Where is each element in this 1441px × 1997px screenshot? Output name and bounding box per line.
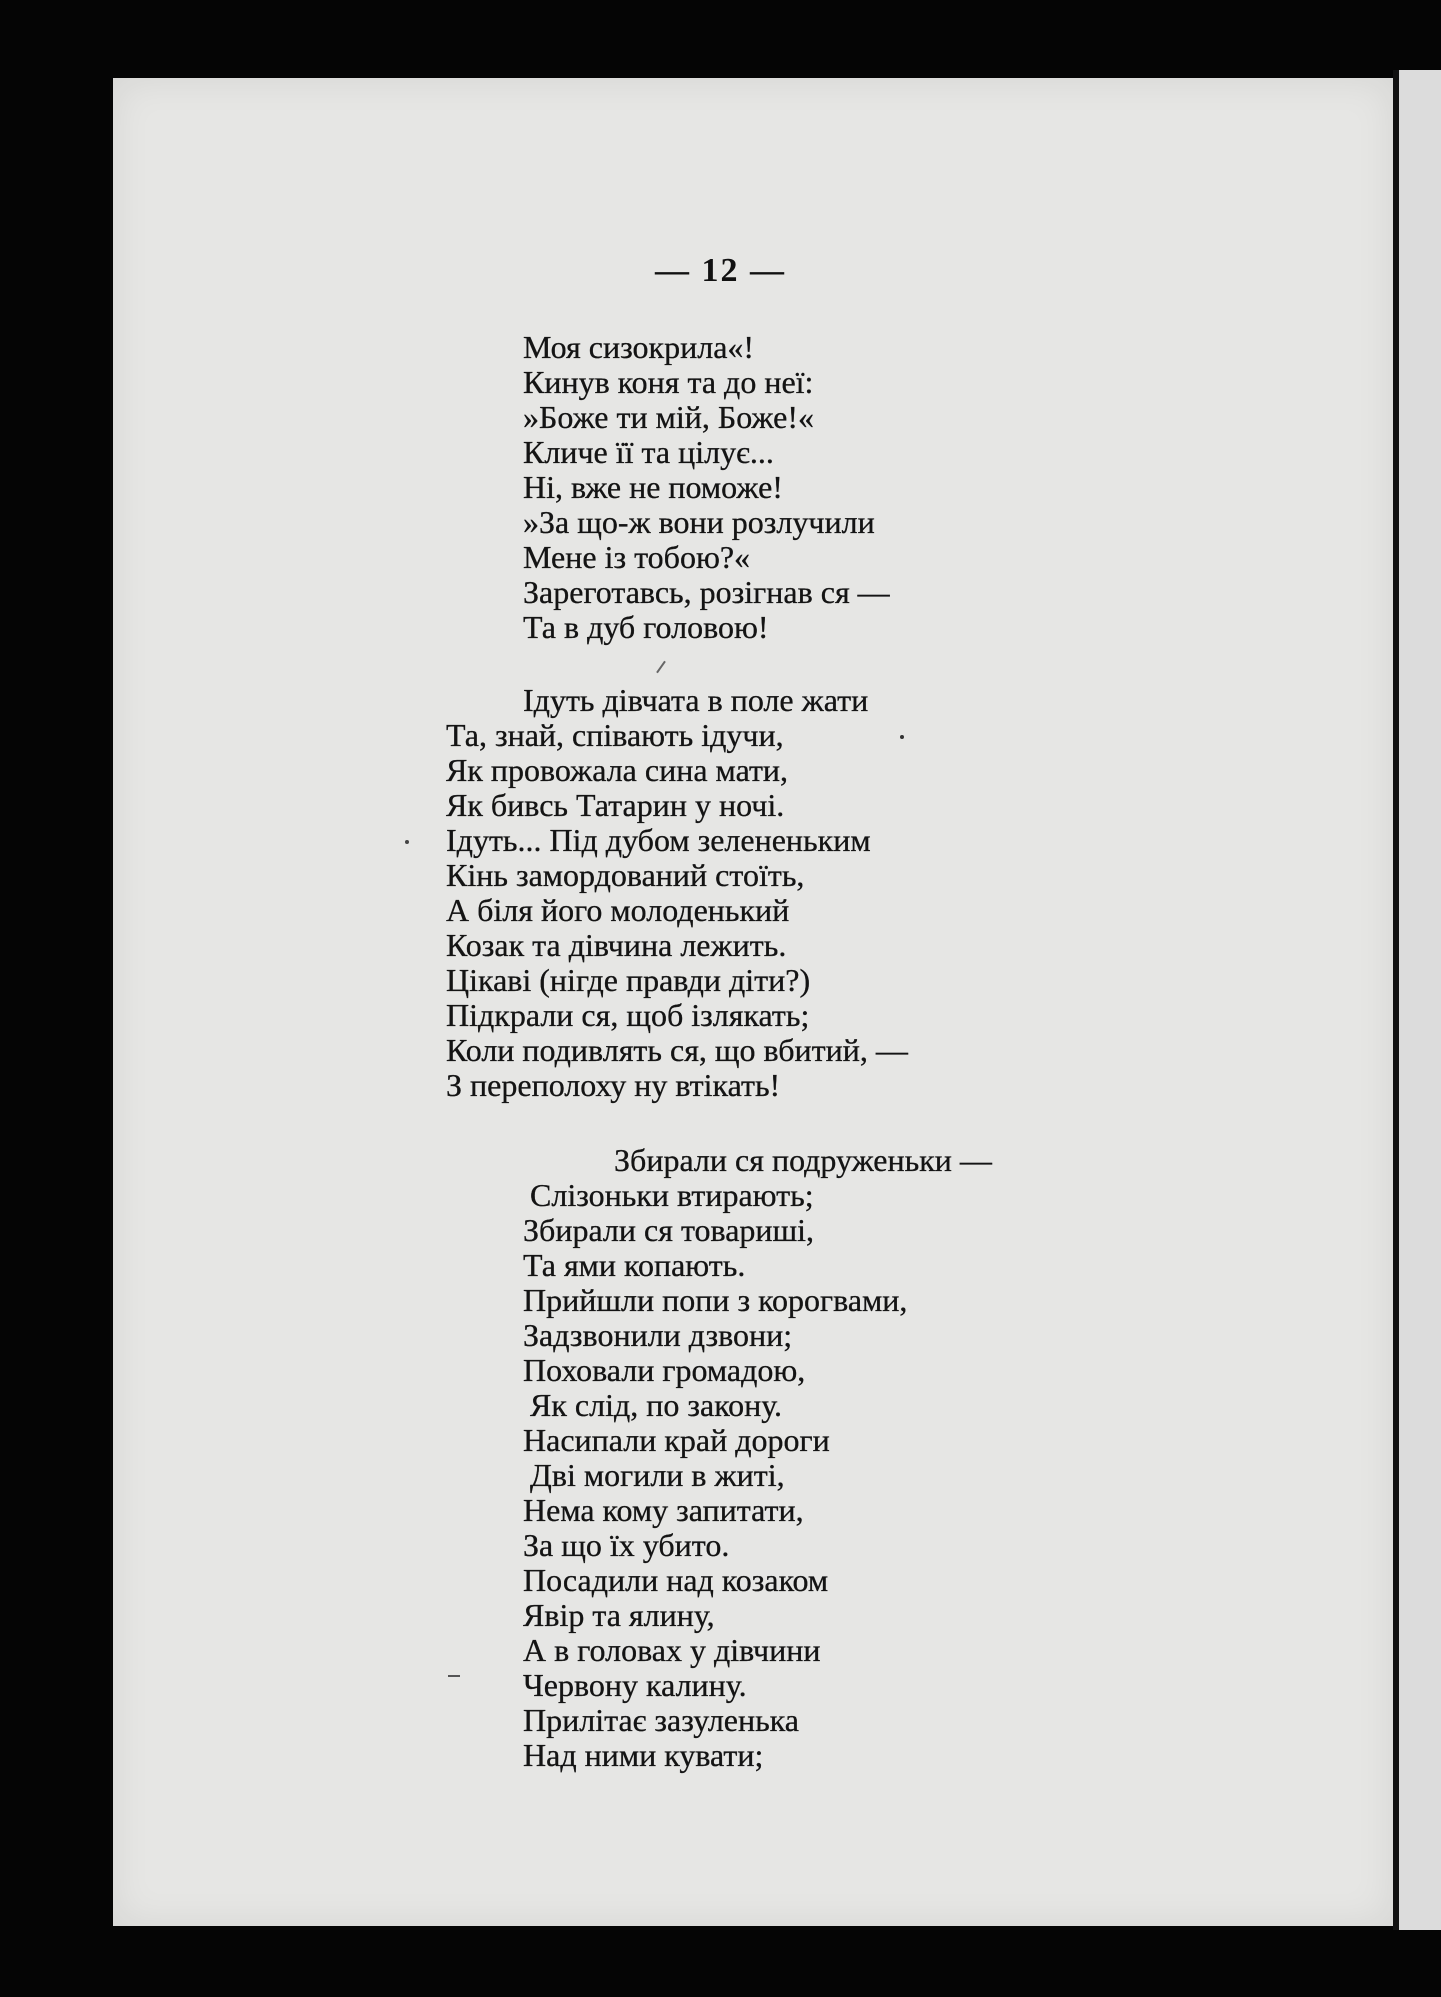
poem-line: Слізоньки втирають;: [530, 1177, 814, 1213]
poem-line: Як провожала сина мати,: [446, 752, 789, 788]
poem-line: Посадили над козаком: [523, 1562, 829, 1598]
poem-line: Дві могили в житі,: [530, 1457, 785, 1493]
poem-line: Кинув коня та до неї:: [523, 364, 814, 400]
poem-line: Підкрали ся, щоб ізлякать;: [446, 997, 810, 1033]
poem-line: Збирали ся подруженьки —: [614, 1142, 992, 1178]
poem-line: Над ними кувати;: [523, 1737, 764, 1773]
poem-line: Збирали ся товариші,: [523, 1212, 815, 1248]
next-page-edge: [1393, 70, 1441, 1930]
poem-line: Моя сизокрила«!: [523, 329, 755, 365]
poem-line: З переполоху ну втікать!: [446, 1067, 781, 1103]
poem-line: Прийшли попи з корогвами,: [523, 1282, 908, 1318]
poem-line: Мене із тобою?«: [523, 539, 751, 575]
page-number: — 12 —: [655, 252, 786, 289]
poem-line: Як бивсь Татарин у ночі.: [446, 787, 785, 823]
scan-speck: [448, 1675, 460, 1677]
poem-line: Кличе її та цілує...: [523, 434, 774, 470]
poem-line: Цікаві (нігде правди діти?): [446, 962, 811, 998]
poem-line: Як слід, по закону.: [530, 1387, 783, 1423]
poem-line: Нема кому запитати,: [523, 1492, 804, 1528]
poem-line: Та в дуб головою!: [523, 609, 769, 645]
poem-line: »Боже ти мій, Боже!«: [523, 399, 814, 435]
poem-line: Кінь замордований стоїть,: [446, 857, 805, 893]
poem-line: Поховали громадою,: [523, 1352, 806, 1388]
scan-speck: [405, 840, 409, 844]
scan-speck: [900, 735, 904, 739]
poem-line: Прилітає зазуленька: [523, 1702, 799, 1738]
poem-line: Насипали край дороги: [523, 1422, 830, 1458]
poem-line: Явір та ялину,: [523, 1597, 715, 1633]
poem-line: Та, знай, співають ідучи,: [446, 717, 784, 753]
poem-line: Задзвонили дзвони;: [523, 1317, 793, 1353]
poem-line: Ідуть... Під дубом зелененьким: [446, 822, 871, 858]
poem-line: »За що-ж вони розлучили: [523, 504, 875, 540]
poem-line: Ні, вже не поможе!: [523, 469, 783, 505]
poem-line: Червону калину.: [523, 1667, 747, 1703]
poem-line: Козак та дівчина лежить.: [446, 927, 787, 963]
poem-line: Ідуть дівчата в поле жати: [523, 682, 869, 718]
poem-line: Зареготавсь, розігнав ся —: [523, 574, 890, 610]
poem-line: А біля його молоденький: [446, 892, 790, 928]
poem-line: Та ями копають.: [523, 1247, 746, 1283]
poem-line: А в головах у дівчини: [523, 1632, 821, 1668]
poem-line: За що їх убито.: [523, 1527, 730, 1563]
poem-line: Коли подивлять ся, що вбитий, —: [446, 1032, 908, 1068]
